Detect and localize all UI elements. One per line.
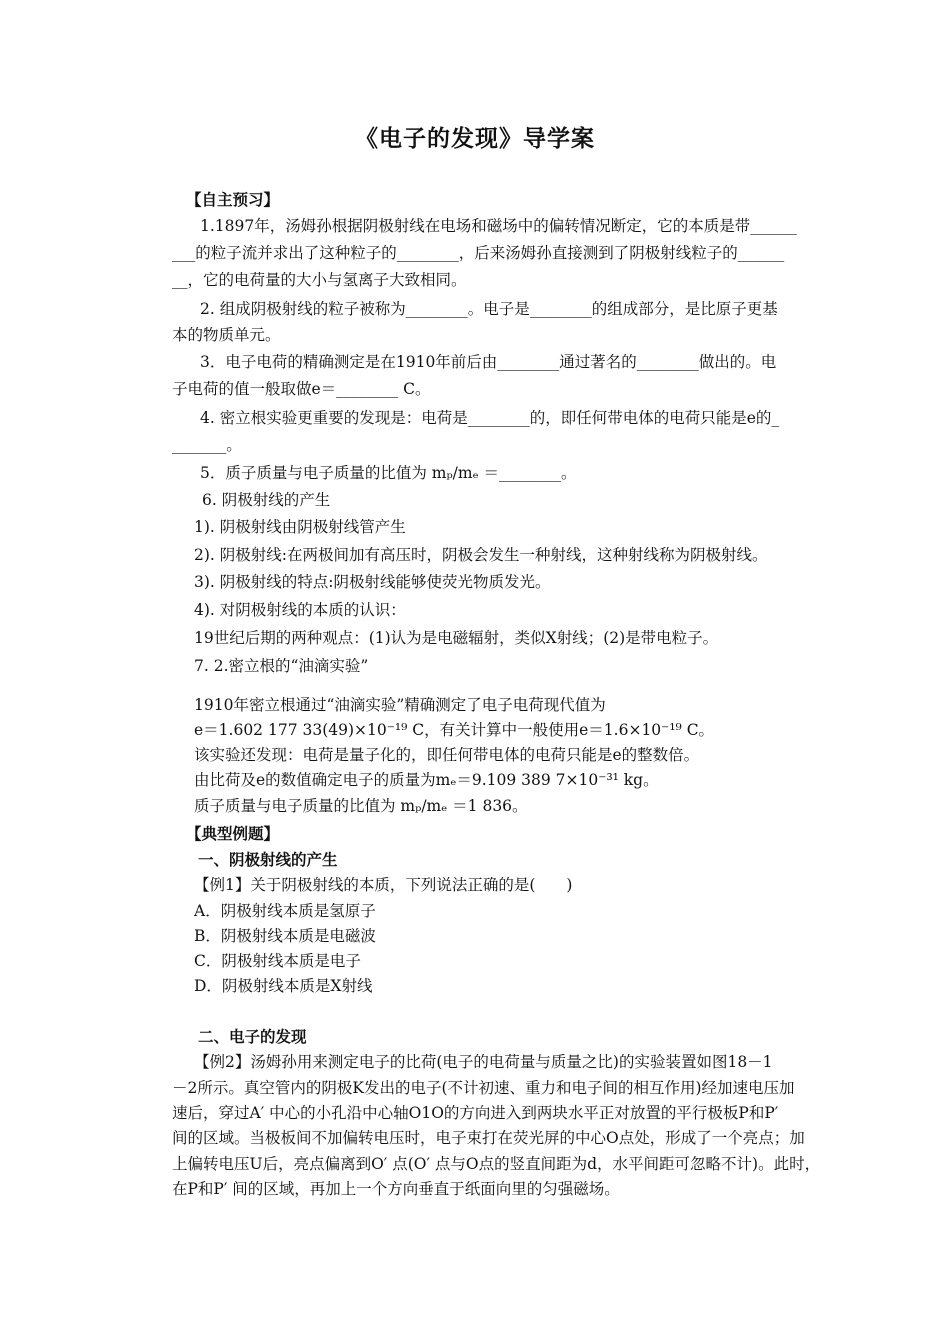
millikan-line: 由比荷及e的数值确定电子的质量为mₑ＝9.109 389 7×10⁻³¹ kg。 bbox=[194, 771, 659, 789]
preview-line: 1). 阴极射线由阴极射线管产生 bbox=[194, 518, 406, 536]
example1-option: C．阴极射线本质是电子 bbox=[194, 952, 361, 970]
preview-line: 5．质子质量与电子质量的比值为 mₚ/mₑ ＝________。 bbox=[200, 464, 577, 482]
page-title: 《电子的发现》导学案 bbox=[355, 126, 595, 152]
preview-line: 3). 阴极射线的特点:阴极射线能够使荧光物质发光。 bbox=[194, 573, 551, 591]
example2-line: 间的区域。当极板间不加偏转电压时，电子束打在荧光屏的中心O点处，形成了一个亮点；加 bbox=[172, 1129, 805, 1147]
preview-line: 子电荷的值一般取做e＝________ C。 bbox=[172, 380, 431, 398]
section-heading-cathode: 一、阴极射线的产生 bbox=[198, 851, 338, 869]
section-heading-electron: 二、电子的发现 bbox=[198, 1028, 307, 1046]
preview-line: 4. 密立根实验更重要的发现是：电荷是________的，即任何带电体的电荷只能是e的_ bbox=[200, 409, 780, 427]
millikan-line: 1910年密立根通过“油滴实验”精确测定了电子电荷现代值为 bbox=[194, 696, 606, 714]
example2-line: 速后，穿过A′ 中心的小孔沿中心轴O1O的方向进入到两块水平正对放置的平行极板P和P′ bbox=[172, 1104, 779, 1122]
preview-line: 19世纪后期的两种观点：(1)认为是电磁辐射，类似X射线；(2)是带电粒子。 bbox=[194, 629, 719, 647]
millikan-line: e＝1.602 177 33(49)×10⁻¹⁹ C，有关计算中一般使用e＝1.6×10⁻¹⁹ C。 bbox=[194, 721, 715, 739]
millikan-line: 质子质量与电子质量的比值为 mₚ/mₑ ＝1 836。 bbox=[194, 797, 528, 815]
preview-line: 2. 组成阴极射线的粒子被称为________。电子是________的组成部分，是比原子更基 bbox=[200, 300, 778, 318]
preview-line: 7. 2.密立根的“油滴实验” bbox=[194, 657, 369, 675]
example1-option: D．阴极射线本质是X射线 bbox=[194, 977, 373, 995]
examples-heading: 【典型例题】 bbox=[186, 825, 280, 843]
millikan-line: 该实验还发现：电荷是量子化的，即任何带电体的电荷只能是e的整数倍。 bbox=[194, 746, 700, 764]
preview-line: __，它的电荷量的大小与氢离子大致相同。 bbox=[172, 271, 467, 289]
example2-line: 上偏转电压U后，亮点偏离到O′ 点(O′ 点与O点的竖直间距为d，水平间距可忽略不计)。此时， bbox=[172, 1155, 821, 1173]
preview-line: 6. 阴极射线的产生 bbox=[202, 491, 331, 509]
preview-line: 4). 对阴极射线的本质的认识： bbox=[194, 601, 406, 619]
preview-line: 本的物质单元。 bbox=[172, 326, 281, 344]
example1-option: B．阴极射线本质是电磁波 bbox=[194, 927, 376, 945]
preview-heading: 【自主预习】 bbox=[186, 191, 280, 209]
example2-line: －2所示。真空管内的阴极K发出的电子(不计初速、重力和电子间的相互作用)经加速电压加 bbox=[172, 1079, 795, 1097]
example2-line: 在P和P′ 间的区域，再加上一个方向垂直于纸面向里的匀强磁场。 bbox=[172, 1180, 620, 1198]
preview-line: 1.1897年，汤姆孙根据阴极射线在电场和磁场中的偏转情况断定，它的本质是带______ bbox=[200, 217, 797, 235]
example1-question: 【例1】关于阴极射线的本质，下列说法正确的是( ) bbox=[194, 876, 573, 894]
preview-line: 3．电子电荷的精确测定是在1910年前后由________通过著名的________做出的。电 bbox=[200, 353, 777, 371]
preview-line: _______。 bbox=[172, 436, 242, 454]
example2-line: 【例2】汤姆孙用来测定电子的比荷(电子的电荷量与质量之比)的实验装置如图18－1 bbox=[194, 1053, 773, 1071]
preview-line: 2). 阴极射线:在两极间加有高压时，阴极会发生一种射线，这种射线称为阴极射线。 bbox=[194, 546, 768, 564]
example1-option: A．阴极射线本质是氢原子 bbox=[194, 902, 376, 920]
preview-line: ___的粒子流并求出了这种粒子的________，后来汤姆孙直接测到了阴极射线粒子的______ bbox=[172, 244, 785, 262]
